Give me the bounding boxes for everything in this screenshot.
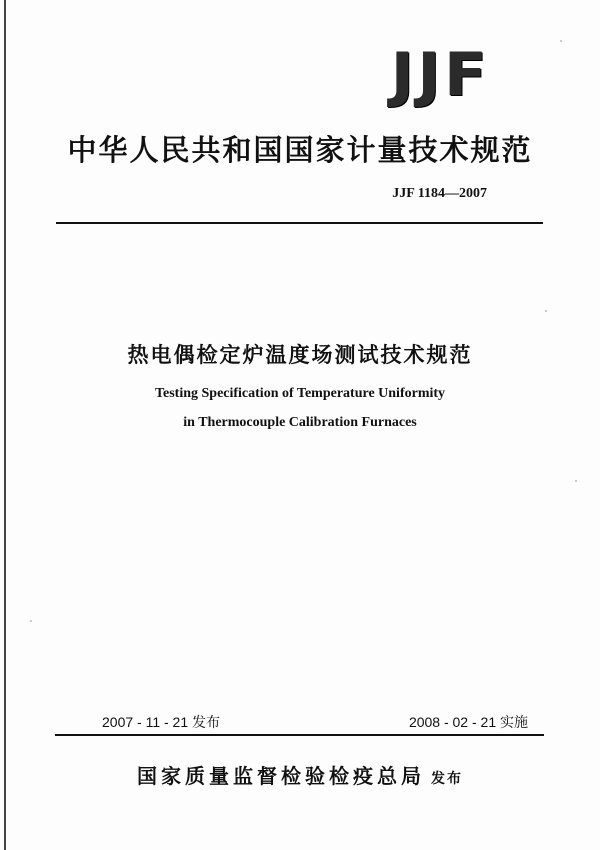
scan-speck bbox=[30, 620, 32, 622]
scan-speck bbox=[575, 480, 577, 482]
scan-speck bbox=[560, 40, 562, 42]
effective-date: 2008 - 02 - 21 实施 bbox=[408, 714, 528, 730]
bottom-divider bbox=[55, 734, 544, 736]
issuer-suffix: 发布 bbox=[431, 771, 463, 787]
standard-header-title: 中华人民共和国国家计量技术规范 bbox=[67, 133, 533, 167]
chinese-title: 热电偶检定炉温度场测试技术规范 bbox=[127, 343, 473, 367]
scan-speck bbox=[545, 310, 547, 312]
top-divider bbox=[56, 222, 543, 224]
english-title-line1: Testing Specification of Temperature Uniformity bbox=[154, 386, 446, 401]
issue-date: 2007 - 11 - 21 发布 bbox=[102, 714, 221, 730]
issuer-name: 国家质量监督检验检疫总局 bbox=[137, 764, 425, 788]
logo-text: JJF bbox=[390, 40, 490, 110]
jjf-logo bbox=[366, 40, 514, 110]
english-title-line2: in Thermocouple Calibration Furnaces bbox=[183, 415, 417, 430]
issuer-line bbox=[0, 760, 600, 789]
document-code: JJF 1184—2007 bbox=[392, 186, 487, 201]
